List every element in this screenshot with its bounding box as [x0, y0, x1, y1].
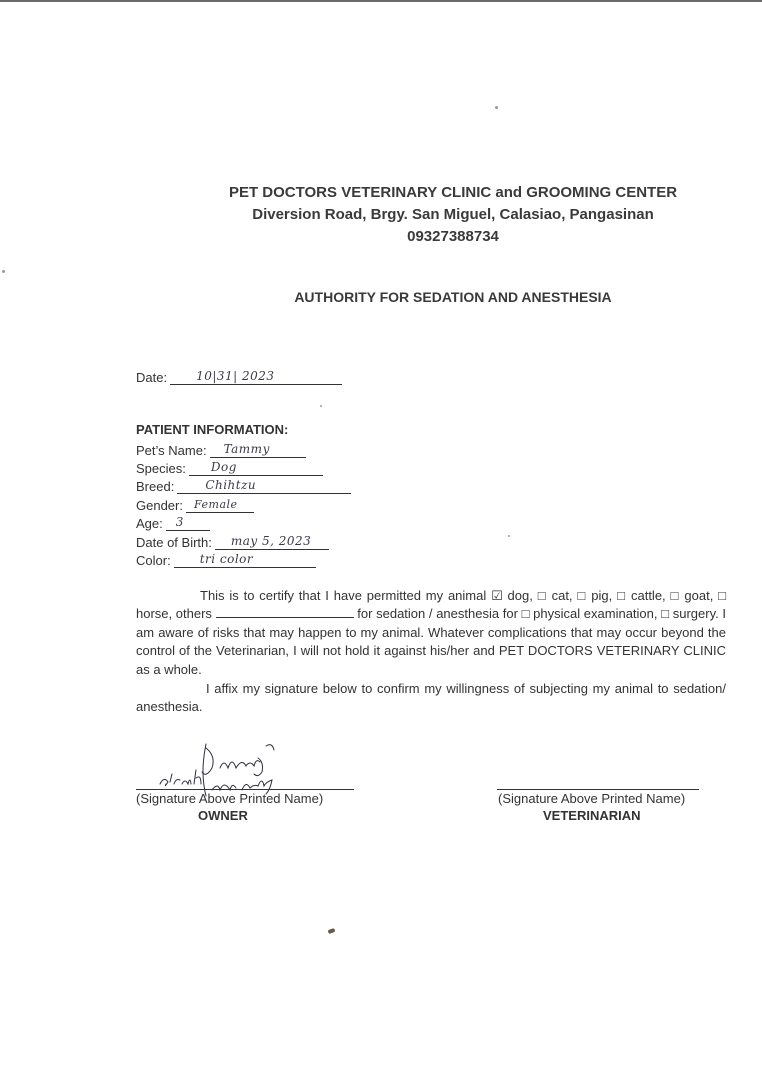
affix-paragraph [136, 680, 726, 717]
patient-info-heading: PATIENT INFORMATION: [136, 422, 289, 437]
date-label: Date: [136, 370, 168, 385]
affix-text: I affix my signature below to confirm my willingness of subjecting my animal to sedation/ anesthesia. [136, 681, 726, 715]
age-value: 3 [175, 515, 184, 529]
species-label: Species: [136, 461, 186, 476]
owner-signature-line[interactable] [136, 788, 354, 790]
color-value: tri color [199, 552, 254, 566]
age-label: Age: [136, 516, 163, 531]
color-field [136, 551, 316, 568]
vet-signature-line[interactable] [497, 788, 699, 790]
scan-speck [2, 270, 5, 273]
dob-value: may 5, 2023 [230, 534, 312, 548]
date-line[interactable] [170, 368, 342, 385]
color-line[interactable] [174, 551, 316, 568]
gender-label: Gender: [136, 498, 183, 513]
scan-speck [508, 535, 510, 537]
age-line[interactable] [166, 514, 210, 531]
breed-field [136, 477, 351, 494]
dob-field [136, 533, 329, 550]
pet-name-value: Tammy [223, 442, 270, 456]
species-field [136, 459, 323, 476]
scan-speck [320, 405, 322, 407]
owner-signature-caption: (Signature Above Printed Name) [136, 791, 324, 806]
scan-top-edge [0, 0, 762, 2]
consent-paragraph [136, 587, 726, 679]
vet-signature-caption: (Signature Above Printed Name) [498, 791, 686, 806]
pet-name-line[interactable] [210, 441, 306, 458]
breed-label: Breed: [136, 479, 175, 494]
owner-role-label: OWNER [198, 808, 248, 823]
date-field [136, 368, 342, 385]
document-title [0, 289, 762, 305]
others-blank[interactable] [216, 605, 354, 618]
color-label: Color: [136, 553, 171, 568]
gender-field [136, 496, 254, 513]
dob-label: Date of Birth: [136, 535, 212, 550]
species-line[interactable] [189, 459, 323, 476]
gender-value: Female [193, 498, 238, 511]
date-value: 10|31| 2023 [196, 369, 275, 383]
dob-line[interactable] [215, 533, 329, 550]
species-value: Dog [210, 460, 237, 474]
scan-speck [495, 106, 498, 109]
document-title-text: AUTHORITY FOR SEDATION AND ANESTHESIA [294, 289, 612, 305]
consent-text-start: This is to certify that I have permitted my animal ☑ dog, □ cat, □ pig, □ cattle, □ goat, □ horse, others [136, 588, 726, 622]
clinic-address: Diversion Road, Brgy. San Miguel, Calasiao, Pangasinan [252, 206, 654, 223]
breed-value: Chihtzu [205, 478, 257, 492]
consent-text-end: for sedation / anesthesia for □ physical examination, □ surgery. I am aware of risks that may happen to my animal. Whatever complications that may occur beyond the control of the Veterinarian, I will not hold it against his/her and PET DOCTORS VETERINARY CLINIC as a whole. [136, 606, 726, 677]
clinic-name: PET DOCTORS VETERINARY CLINIC and GROOMING CENTER [228, 184, 678, 201]
clinic-header [0, 182, 762, 248]
scan-speck [328, 928, 336, 934]
age-field [136, 514, 210, 531]
pet-name-label: Pet’s Name: [136, 443, 207, 458]
vet-role-label: VETERINARIAN [543, 808, 641, 823]
breed-line[interactable] [177, 477, 351, 494]
clinic-phone: 09327388734 [407, 228, 499, 245]
pet-name-field [136, 441, 306, 458]
gender-line[interactable] [186, 496, 254, 513]
